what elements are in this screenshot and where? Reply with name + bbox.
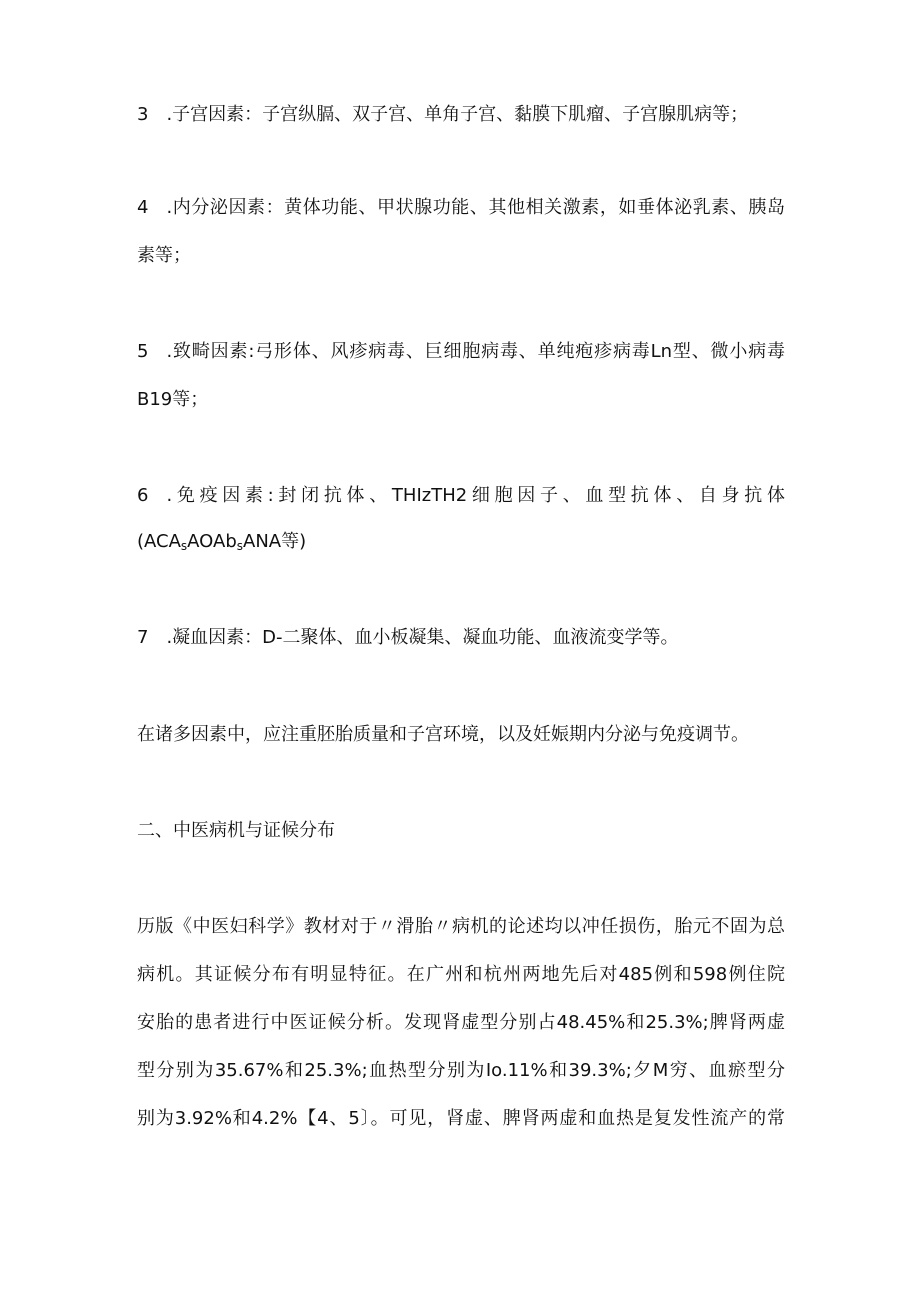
list-item-teratogenic-factors-line2: B19等； [137, 389, 209, 410]
antibody-text-part1: (ACA [137, 531, 181, 552]
list-item-uterine-factors: 3 .子宫因素：子宫纵膈、双子宫、单角子宫、黏膜下肌瘤、子宫腺肌病等； [137, 104, 749, 125]
antibody-text-part3: ANA等) [243, 531, 307, 552]
summary-sentence: 在诸多因素中，应注重胚胎质量和子宫环境，以及妊娠期内分泌与免疫调节。 [137, 724, 749, 745]
list-item-immune-factors-line2 [137, 530, 306, 554]
paragraph-line-4: 型分别为35.67%和25.3%;血热型分别为Io.11%和39.3%;夕M穷、血瘀型分 [137, 1060, 785, 1081]
paragraph-line-5: 别为3.92%和4.2%【4、5〕。可见，肾虚、脾肾两虚和血热是复发性流产的常 [137, 1108, 785, 1129]
list-item-endocrine-factors-line1: 4 .内分泌因素：黄体功能、甲状腺功能、其他相关激素，如垂体泌乳素、胰岛 [137, 197, 785, 218]
list-item-endocrine-factors-line2: 素等； [137, 245, 191, 266]
antibody-subscript-2: s [236, 539, 244, 553]
antibody-text-part2: AOAb [187, 531, 237, 552]
paragraph-line-1: 历版《中医妇科学》教材对于〃滑胎〃病机的论述均以冲任损伤，胎元不固为总 [137, 916, 785, 937]
paragraph-line-2: 病机。其证候分布有明显特征。在广州和杭州两地先后对485例和598例住院 [137, 964, 785, 985]
paragraph-line-3: 安胎的患者进行中医证候分析。发现肾虚型分别占48.45%和25.3%;脾肾两虚 [137, 1012, 785, 1033]
list-item-coagulation-factors: 7 .凝血因素：D-二聚体、血小板凝集、凝血功能、血液流变学等。 [137, 627, 679, 648]
antibody-subscript-1: s [180, 539, 188, 553]
list-item-teratogenic-factors-line1: 5 .致畸因素:弓形体、风疹病毒、巨细胞病毒、单纯疱疹病毒Ln型、微小病毒 [137, 341, 785, 362]
list-item-immune-factors-line1: 6 .免疫因素:封闭抗体、THIzTH2细胞因子、血型抗体、自身抗体 [137, 485, 785, 506]
section-heading: 二、中医病机与证候分布 [137, 820, 335, 841]
